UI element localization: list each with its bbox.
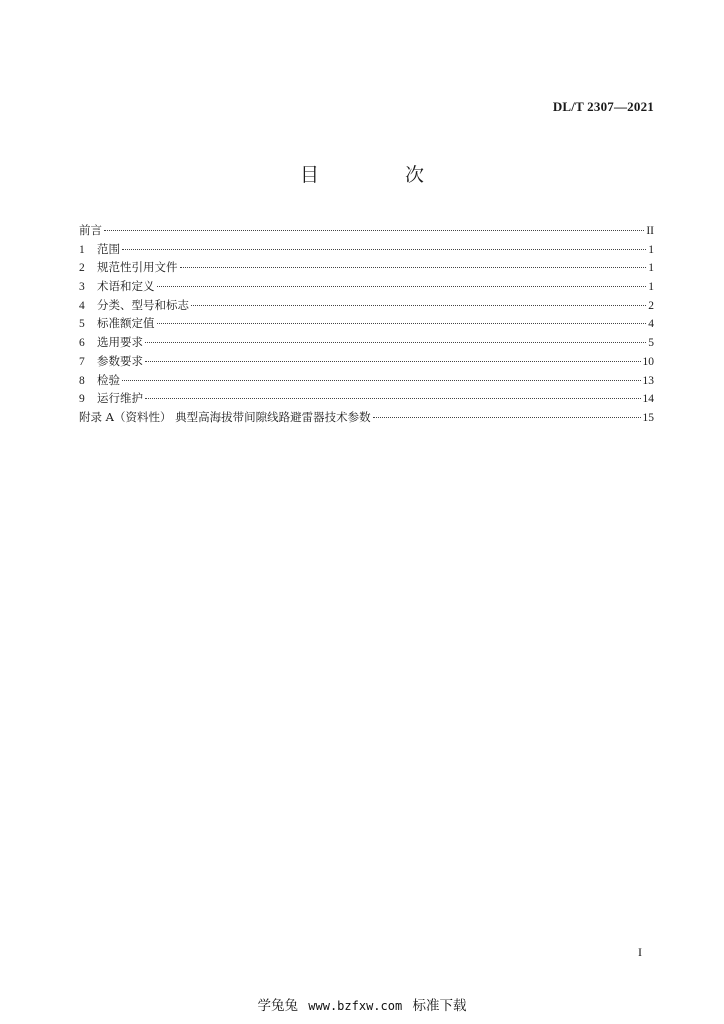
- toc-entry[interactable]: [79, 221, 654, 240]
- footer-url-link[interactable]: www.bzfxw.com: [308, 999, 403, 1013]
- toc-entry-label: 运行维护: [97, 391, 143, 406]
- toc-entry-label: 选用要求: [97, 335, 143, 350]
- toc-entry-label: 规范性引用文件: [97, 260, 178, 275]
- toc-entry[interactable]: [79, 240, 654, 259]
- toc-leader-dots: [145, 398, 641, 399]
- toc-entry-label: 检验: [97, 372, 120, 387]
- footer-watermark: [0, 994, 724, 1014]
- toc-entry-label: 前言: [79, 223, 102, 237]
- toc-entry-page: 13: [642, 374, 654, 387]
- toc-entry-label: 范围: [97, 241, 120, 256]
- toc-entry-page: 14: [642, 393, 654, 406]
- toc-leader-dots: [122, 249, 646, 250]
- toc-entry-page: 1: [648, 243, 654, 256]
- toc-entry-page: 2: [648, 299, 654, 312]
- toc-entry-label: 术语和定义: [97, 279, 155, 294]
- toc-leader-dots: [122, 380, 641, 381]
- toc-entry-number: 3: [79, 281, 85, 294]
- toc-leader-dots: [180, 267, 647, 268]
- footer-tagline: 标准下载: [412, 998, 467, 1014]
- toc-entry[interactable]: [79, 371, 654, 390]
- page-number: I: [638, 945, 642, 959]
- toc-entry[interactable]: [79, 333, 654, 352]
- toc-leader-dots: [104, 230, 644, 231]
- toc-entry[interactable]: [79, 352, 654, 371]
- toc-entry-number: 9: [79, 393, 85, 406]
- toc-leader-dots: [145, 342, 646, 343]
- footer-site-name: 学兔兔: [257, 998, 298, 1014]
- toc-entry-page: 5: [648, 337, 654, 350]
- toc-entry-page: II: [646, 225, 654, 237]
- toc-entry-number: 1: [79, 243, 85, 256]
- toc-entry[interactable]: [79, 389, 654, 408]
- toc-entry-page: 1: [648, 281, 654, 294]
- toc-leader-dots: [373, 417, 641, 418]
- toc-leader-dots: [145, 361, 641, 362]
- toc-entry-number: 2: [79, 262, 85, 275]
- toc-entry-label: 分类、型号和标志: [97, 297, 189, 312]
- toc-leader-dots: [157, 286, 647, 287]
- toc-entry-number: 5: [79, 318, 85, 331]
- toc-title: 目 次: [299, 164, 465, 186]
- toc-entry-page: 15: [642, 411, 654, 424]
- toc-entry-number: 8: [79, 374, 85, 387]
- toc-entry-label: 附录 A（资料性） 典型高海拔带间隙线路避雷器技术参数: [79, 409, 371, 424]
- document-code: DL/T 2307—2021: [552, 99, 654, 114]
- toc-leader-dots: [191, 305, 646, 306]
- toc-entry[interactable]: [79, 258, 654, 277]
- toc-entry[interactable]: [79, 296, 654, 315]
- toc-leader-dots: [157, 323, 647, 324]
- table-of-contents: [79, 221, 654, 427]
- toc-entry-page: 10: [642, 355, 654, 368]
- toc-entry[interactable]: [79, 408, 654, 427]
- toc-entry-number: 6: [79, 337, 85, 350]
- toc-entry-page: 4: [648, 318, 654, 331]
- toc-entry-label: 参数要求: [97, 353, 143, 368]
- toc-entry-page: 1: [648, 262, 654, 275]
- toc-entry[interactable]: [79, 277, 654, 296]
- toc-entry-number: 4: [79, 299, 85, 312]
- toc-entry-number: 7: [79, 355, 85, 368]
- toc-entry[interactable]: [79, 314, 654, 333]
- toc-entry-label: 标准额定值: [97, 316, 155, 331]
